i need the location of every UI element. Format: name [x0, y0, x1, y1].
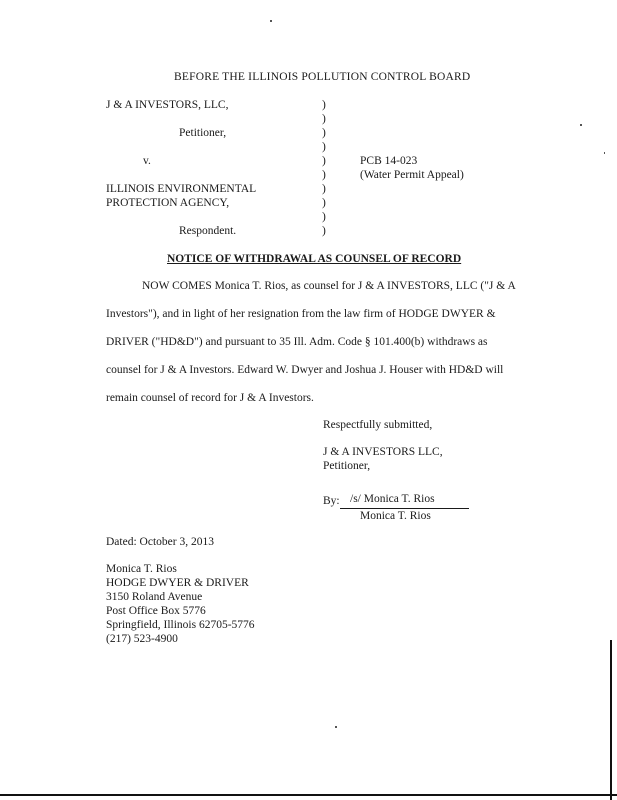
caption-paren: ) [322, 169, 326, 181]
contact-city: Springfield, Illinois 62705-5776 [106, 619, 255, 631]
caption-paren: ) [322, 211, 326, 223]
versus: v. [143, 155, 151, 167]
board-heading: BEFORE THE ILLINOIS POLLUTION CONTROL BOARD [174, 71, 471, 83]
caption-paren: ) [322, 155, 326, 167]
signature-party: J & A INVESTORS LLC, [323, 446, 443, 458]
scan-speck [335, 726, 337, 728]
signature: /s/ Monica T. Rios [350, 493, 435, 505]
caption-paren: ) [322, 113, 326, 125]
contact-name: Monica T. Rios [106, 563, 177, 575]
caption-paren: ) [322, 127, 326, 139]
contact-street: 3150 Roland Avenue [106, 591, 203, 603]
caption-paren: ) [322, 225, 326, 237]
body-line: counsel for J & A Investors. Edward W. Dwyer and Joshua J. Houser with HD&D will [106, 364, 504, 376]
scan-edge-right [610, 640, 612, 800]
contact-firm: HODGE DWYER & DRIVER [106, 577, 249, 589]
body-line: DRIVER ("HD&D") and pursuant to 35 Ill. Adm. Code § 101.400(b) withdraws as [106, 336, 488, 348]
signature-line [340, 508, 469, 509]
respondent-name-line2: PROTECTION AGENCY, [106, 197, 230, 209]
respondent-name-line1: ILLINOIS ENVIRONMENTAL [106, 183, 257, 195]
caption-paren: ) [322, 141, 326, 153]
caption-paren: ) [322, 197, 326, 209]
contact-phone: (217) 523-4900 [106, 633, 178, 645]
respondent-role: Respondent. [179, 225, 237, 237]
contact-po-box: Post Office Box 5776 [106, 605, 206, 617]
notice-title: NOTICE OF WITHDRAWAL AS COUNSEL OF RECORD [167, 253, 462, 265]
closing: Respectfully submitted, [323, 419, 433, 431]
body-line: remain counsel of record for J & A Investors. [106, 392, 314, 404]
scan-speck [580, 124, 582, 126]
body-line: NOW COMES Monica T. Rios, as counsel for J & A INVESTORS, LLC ("J & A [142, 280, 516, 292]
petitioner-name: J & A INVESTORS, LLC, [106, 99, 229, 111]
case-number: PCB 14-023 [360, 155, 418, 167]
signature-role: Petitioner, [323, 460, 371, 472]
petitioner-role: Petitioner, [179, 127, 227, 139]
scan-speck [604, 152, 605, 154]
date-line: Dated: October 3, 2013 [106, 536, 214, 548]
scan-edge-bottom [0, 794, 617, 796]
scan-speck [270, 20, 272, 22]
by-label: By: [323, 495, 340, 507]
caption-paren: ) [322, 99, 326, 111]
printed-name: Monica T. Rios [360, 510, 431, 522]
caption-paren: ) [322, 183, 326, 195]
body-line: Investors"), and in light of her resignation from the law firm of HODGE DWYER & [106, 308, 496, 320]
case-type: (Water Permit Appeal) [360, 169, 464, 181]
